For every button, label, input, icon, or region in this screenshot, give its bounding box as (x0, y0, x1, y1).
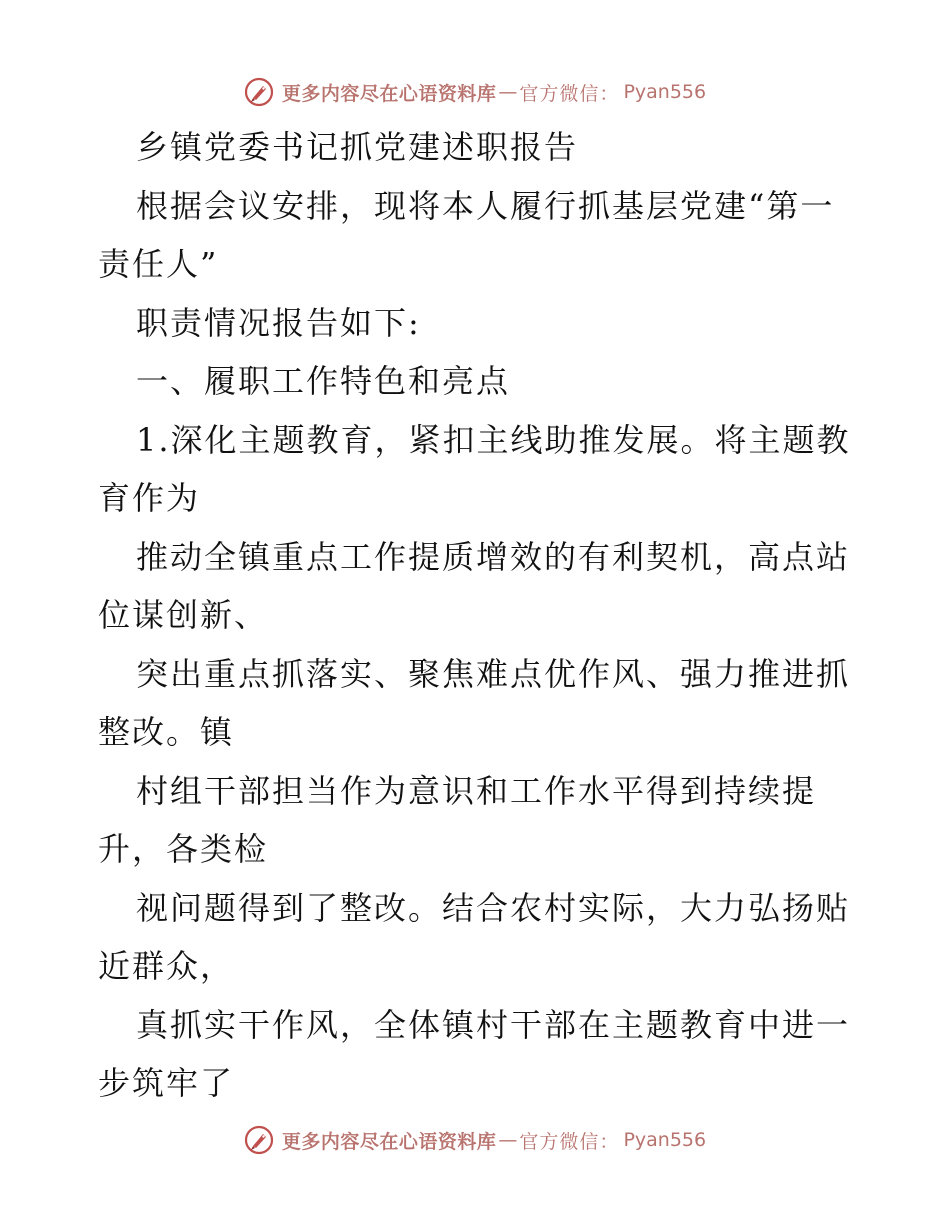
paragraph-line: 位谋创新、 (98, 596, 269, 634)
paragraph-line: 根据会议安排，现将本人履行抓基层党建“第一 (136, 186, 835, 225)
paragraph-line: 升，各类检 (98, 830, 269, 868)
header-site-text: 更多内容尽在心语资料库 (281, 82, 497, 105)
header-watermark (0, 72, 950, 112)
paragraph-line: 突出重点抓落实、聚焦难点优作风、强力推进抓 (136, 654, 851, 693)
section-heading: 一、履职工作特色和亮点 (136, 362, 511, 400)
footer-watermark (0, 1120, 950, 1160)
paragraph-line: 真抓实干作风，全体镇村干部在主题教育中进一 (136, 1005, 851, 1044)
paragraph-line: 1.深化主题教育，紧扣主线助推发展。将主题教 (136, 420, 851, 459)
paragraph-line: 步筑牢了 (98, 1064, 235, 1102)
pen-nib-logo-icon (244, 77, 274, 107)
paragraph-line: 视问题得到了整改。结合农村实际，大力弘扬贴 (136, 888, 851, 927)
paragraph-line: 推动全镇重点工作提质增效的有利契机，高点站 (136, 537, 851, 576)
header-wechat-handle: Pyan556 (623, 81, 707, 103)
footer-wechat-handle: Pyan556 (623, 1129, 707, 1151)
document-body (98, 118, 858, 1113)
header-wechat-label: 官方微信： (519, 82, 620, 105)
header-dash: — (498, 81, 518, 103)
document-title: 乡镇党委书记抓党建述职报告 (136, 128, 579, 166)
paragraph-line: 育作为 (98, 479, 201, 517)
footer-site-text: 更多内容尽在心语资料库 (281, 1130, 497, 1153)
paragraph-line: 职责情况报告如下: (136, 303, 421, 342)
pen-nib-logo-icon (244, 1125, 274, 1155)
footer-wechat-label: 官方微信： (519, 1130, 620, 1153)
paragraph-line: 近群众， (98, 947, 235, 985)
footer-dash: — (498, 1129, 518, 1151)
paragraph-line: 整改。镇 (98, 713, 235, 751)
paragraph-line: 责任人” (98, 245, 219, 283)
paragraph-line: 村组干部担当作为意识和工作水平得到持续提 (136, 771, 817, 810)
